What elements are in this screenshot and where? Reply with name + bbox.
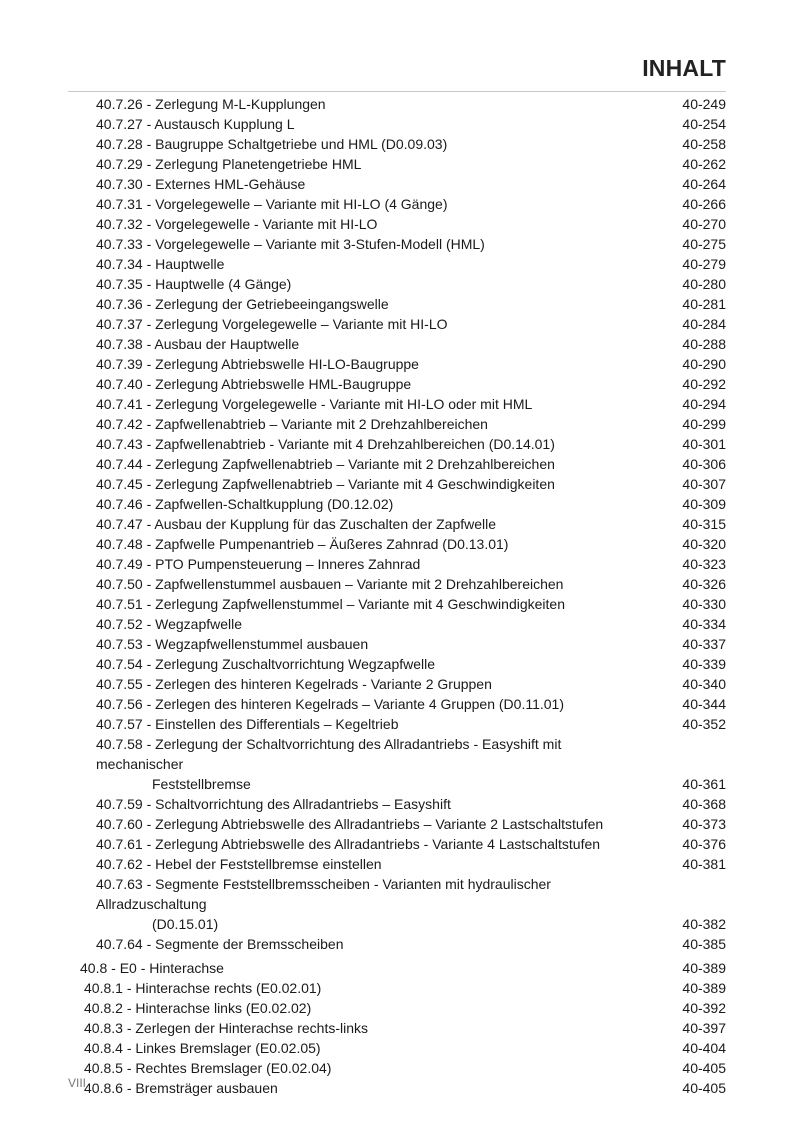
toc-entry-title [80,674,646,694]
toc-entry[interactable] [80,94,726,114]
toc-entry-title [80,414,646,434]
toc-entry-title-line: 40.7.52 - Wegzapfwelle [96,616,243,632]
toc-entry-title [80,314,646,334]
toc-entry-page: 40-382 [682,916,726,932]
toc-entry[interactable] [80,534,726,554]
toc-entry-page: 40-344 [682,696,726,712]
toc-entry[interactable] [80,414,726,434]
toc-entry-title-line: 40.7.58 - Zerlegung der Schaltvorrichtung des Allradantriebs - Easyshift mit mechanischer [96,736,562,772]
toc-entry-title-line: 40.7.57 - Einstellen des Differentials – Kegeltrieb [96,716,399,732]
toc-entry-page: 40-323 [682,556,726,572]
toc-entry-title-line: 40.7.60 - Zerlegung Abtriebswelle des Allradantriebs – Variante 2 Lastschaltstufen [96,816,604,832]
toc-entry[interactable] [80,574,726,594]
toc-entry-page: 40-340 [682,676,726,692]
toc-entry-page: 40-320 [682,536,726,552]
toc-entry-title-line: 40.7.31 - Vorgelegewelle – Variante mit HI-LO (4 Gänge) [96,196,448,212]
toc-entry-title-line: 40.7.40 - Zerlegung Abtriebswelle HML-Baugruppe [96,376,412,392]
toc-entry[interactable] [80,1018,726,1038]
toc-entry[interactable] [80,174,726,194]
toc-entry-page: 40-389 [682,980,726,996]
toc-entry-title [80,1058,646,1078]
toc-entry[interactable] [80,294,726,314]
toc-entry[interactable] [80,354,726,374]
toc-entry-page: 40-339 [682,656,726,672]
toc-entry-page: 40-284 [682,316,726,332]
toc-entry-title [80,554,646,574]
toc-entry[interactable] [80,634,726,654]
toc-entry-title-line: 40.7.35 - Hauptwelle (4 Gänge) [96,276,292,292]
toc-entry-title [80,814,646,834]
toc-entry-page: 40-404 [682,1040,726,1056]
toc-entry-page: 40-376 [682,836,726,852]
toc-entry-title [80,274,646,294]
toc-entry-title [80,958,646,978]
toc-entry-title [80,214,646,234]
toc-entry-title-line: 40.7.36 - Zerlegung der Getriebeeingangswelle [96,296,389,312]
toc-entry-title-line: 40.7.34 - Hauptwelle [96,256,225,272]
toc-entry[interactable] [80,494,726,514]
toc-entry-title-line: 40.7.43 - Zapfwellenabtrieb - Variante mit 4 Drehzahlbereichen (D0.14.01) [96,436,555,452]
toc-entry[interactable] [80,958,726,978]
toc-entry-title [80,834,646,854]
toc-entry-title-line: 40.7.39 - Zerlegung Abtriebswelle HI-LO-Baugruppe [96,356,419,372]
toc-entry-title-line: 40.8.1 - Hinterachse rechts (E0.02.01) [84,980,322,996]
toc-entry[interactable] [80,1038,726,1058]
toc-entry[interactable] [80,134,726,154]
toc-entry-title-line: 40.7.38 - Ausbau der Hauptwelle [96,336,300,352]
toc-entry-title [80,154,646,174]
toc-entry-page: 40-334 [682,616,726,632]
toc-entry-title [80,454,646,474]
toc-entry-title-line: 40.7.48 - Zapfwelle Pumpenantrieb – Äußeres Zahnrad (D0.13.01) [96,536,509,552]
toc-entry[interactable] [80,234,726,254]
toc-entry-page: 40-264 [682,176,726,192]
toc-entry-title [80,294,646,314]
toc-entry-title [80,114,646,134]
toc-entry-title [80,1018,646,1038]
toc-entry-title [80,194,646,214]
header-divider [68,91,726,92]
toc-entry-title [80,474,646,494]
toc-entry-title-line: 40.7.42 - Zapfwellenabtrieb – Variante mit 2 Drehzahlbereichen [96,416,488,432]
toc-entry-page: 40-368 [682,796,726,812]
toc-entry[interactable] [80,1058,726,1078]
toc-entry-title [80,998,646,1018]
toc-entry-title-line: 40.7.29 - Zerlegung Planetengetriebe HML [96,156,362,172]
toc-entry-title-line: 40.7.64 - Segmente der Bremsscheiben [96,936,344,952]
toc-entry-title [80,514,646,534]
toc-entry-title-line: 40.7.27 - Austausch Kupplung L [96,116,295,132]
toc-entry[interactable] [80,334,726,354]
toc-entry-page: 40-290 [682,356,726,372]
toc-entry-page: 40-294 [682,396,726,412]
toc-entry[interactable] [80,114,726,134]
toc-entry[interactable] [80,834,726,854]
toc-entry-title-line: 40.7.49 - PTO Pumpensteuerung – Inneres Zahnrad [96,556,421,572]
toc-entry-title-line: 40.7.41 - Zerlegung Vorgelegewelle - Variante mit HI-LO oder mit HML [96,396,533,412]
toc-entry[interactable] [80,434,726,454]
toc-entry-title-line: 40.7.45 - Zerlegung Zapfwellenabtrieb – Variante mit 4 Geschwindigkeiten [96,476,555,492]
toc-entry-title [80,434,646,454]
toc-entry-title-line: 40.7.50 - Zapfwellenstummel ausbauen – Variante mit 2 Drehzahlbereichen [96,576,564,592]
toc-entry-page: 40-258 [682,136,726,152]
toc-entry-title [80,374,646,394]
toc-entry-title [80,534,646,554]
toc-entry-title [80,574,646,594]
toc-entry-page: 40-397 [682,1020,726,1036]
toc-entry-page: 40-389 [682,960,726,976]
toc-entry-page: 40-288 [682,336,726,352]
toc-entry[interactable] [80,814,726,834]
toc-entry-page: 40-330 [682,596,726,612]
toc-entry[interactable] [80,614,726,634]
toc-entry-page: 40-301 [682,436,726,452]
toc-entry[interactable] [80,554,726,574]
toc-entry-page: 40-361 [682,776,726,792]
toc-entry[interactable] [80,734,726,794]
toc-entry-page: 40-352 [682,716,726,732]
toc-entry-title-line: 40.7.59 - Schaltvorrichtung des Allradantriebs – Easyshift [96,796,451,812]
toc-entry[interactable] [80,594,726,614]
toc-entry-page: 40-299 [682,416,726,432]
toc-entry[interactable] [80,694,726,714]
toc-entry-title-line: 40.7.28 - Baugruppe Schaltgetriebe und HML (D0.09.03) [96,136,448,152]
toc-entry-page: 40-306 [682,456,726,472]
toc-entry-title-line: 40.7.61 - Zerlegung Abtriebswelle des Allradantriebs - Variante 4 Lastschaltstufen [96,836,601,852]
toc-entry-title-line: 40.7.26 - Zerlegung M-L-Kupplungen [96,96,326,112]
toc-entry[interactable] [80,274,726,294]
toc-entry-title [80,134,646,154]
toc-entry[interactable] [80,394,726,414]
toc-entry-title [80,694,646,714]
toc-entry[interactable] [80,314,726,334]
toc-entry[interactable] [80,254,726,274]
page-title: INHALT [642,55,726,81]
toc-entry[interactable] [80,978,726,998]
toc-entry[interactable] [80,514,726,534]
toc-entry-title-line: 40.8.2 - Hinterachse links (E0.02.02) [84,1000,312,1016]
toc-entry-title [80,734,646,794]
toc-entry[interactable] [80,214,726,234]
toc-entry-title-line: 40.7.54 - Zerlegung Zuschaltvorrichtung Wegzapfwelle [96,656,436,672]
toc-entry-page: 40-326 [682,576,726,592]
toc-entry-page: 40-270 [682,216,726,232]
toc-entry-title-line: 40.8.5 - Rechtes Bremslager (E0.02.04) [84,1060,332,1076]
toc-entry-page: 40-254 [682,116,726,132]
toc-entry-page: 40-275 [682,236,726,252]
toc-entry-title-line: 40.7.56 - Zerlegen des hinteren Kegelrads – Variante 4 Gruppen (D0.11.01) [96,696,564,712]
toc-entry-title-line: 40.8 - E0 - Hinterachse [80,960,224,976]
toc-entry-page: 40-262 [682,156,726,172]
toc-entry-page: 40-315 [682,516,726,532]
toc-entry[interactable] [80,1078,726,1098]
toc-entry-title [80,234,646,254]
toc-entry-title [80,494,646,514]
toc-entry[interactable] [80,874,726,934]
toc-entry-title [80,934,646,954]
toc-entry[interactable] [80,854,726,874]
toc-entry-title-line: 40.7.44 - Zerlegung Zapfwellenabtrieb – Variante mit 2 Drehzahlbereichen [96,456,555,472]
toc-entry-title-line: 40.7.37 - Zerlegung Vorgelegewelle – Variante mit HI-LO [96,316,448,332]
toc-entry-page: 40-249 [682,96,726,112]
toc-entry-title-line: 40.7.47 - Ausbau der Kupplung für das Zuschalten der Zapfwelle [96,516,497,532]
toc-entry[interactable] [80,154,726,174]
toc-entry-title [80,334,646,354]
toc-entry[interactable] [80,454,726,474]
toc-entry-title [80,854,646,874]
toc-entry-title-line: 40.8.4 - Linkes Bremslager (E0.02.05) [84,1040,321,1056]
toc-entry-title [80,254,646,274]
toc-entry-title-line: 40.7.46 - Zapfwellen-Schaltkupplung (D0.12.02) [96,496,394,512]
toc-entry[interactable] [80,934,726,954]
toc-entry-page: 40-281 [682,296,726,312]
toc-entry-page: 40-385 [682,936,726,952]
toc-entry-title [80,354,646,374]
toc-entry-title-continuation: Feststellbremse [152,776,251,792]
toc-entry-page: 40-405 [682,1060,726,1076]
toc-entry[interactable] [80,998,726,1018]
toc-entry-title [80,634,646,654]
toc-entry-title [80,978,646,998]
toc-entry-title-line: 40.7.32 - Vorgelegewelle - Variante mit HI-LO [96,216,378,232]
toc-entry-page: 40-405 [682,1080,726,1096]
toc-entry-title-continuation: (D0.15.01) [152,916,219,932]
toc-entry-page: 40-373 [682,816,726,832]
toc-entry-page: 40-292 [682,376,726,392]
toc-entry-title-line: 40.7.63 - Segmente Feststellbremsscheiben - Varianten mit hydraulischer Allradzuschaltung [96,876,551,912]
toc-entry-page: 40-280 [682,276,726,292]
toc-entry-page: 40-381 [682,856,726,872]
toc-entry-title-line: 40.8.3 - Zerlegen der Hinterachse rechts-links [84,1020,369,1036]
toc-entry-page: 40-266 [682,196,726,212]
toc-entry[interactable] [80,714,726,734]
toc-entry-title-line: 40.7.30 - Externes HML-Gehäuse [96,176,306,192]
toc-entry[interactable] [80,654,726,674]
toc-entry-title [80,1038,646,1058]
toc-entry[interactable] [80,794,726,814]
toc-entry-page: 40-279 [682,256,726,272]
toc-entry-title-line: 40.7.53 - Wegzapfwellenstummel ausbauen [96,636,369,652]
toc-entry-title [80,874,646,934]
table-of-contents [80,94,726,1098]
toc-entry-title [80,794,646,814]
toc-entry[interactable] [80,474,726,494]
toc-entry[interactable] [80,674,726,694]
toc-entry-title [80,714,646,734]
footer-page-number: VIII [68,1076,87,1090]
toc-entry-title-line: 40.7.51 - Zerlegung Zapfwellenstummel – Variante mit 4 Geschwindigkeiten [96,596,565,612]
toc-entry-page: 40-307 [682,476,726,492]
toc-entry-title [80,1078,646,1098]
toc-entry-title [80,394,646,414]
toc-entry-title [80,654,646,674]
toc-entry-title-line: 40.7.33 - Vorgelegewelle – Variante mit 3-Stufen-Modell (HML) [96,236,485,252]
toc-entry-page: 40-309 [682,496,726,512]
toc-entry-title [80,594,646,614]
toc-entry-page: 40-337 [682,636,726,652]
toc-entry[interactable] [80,374,726,394]
toc-entry-title-line: 40.7.62 - Hebel der Feststellbremse einstellen [96,856,382,872]
toc-entry[interactable] [80,194,726,214]
toc-entry-title-line: 40.8.6 - Bremsträger ausbauen [84,1080,278,1096]
toc-entry-title [80,174,646,194]
toc-entry-title [80,94,646,114]
toc-entry-title-line: 40.7.55 - Zerlegen des hinteren Kegelrads - Variante 2 Gruppen [96,676,492,692]
toc-entry-title [80,614,646,634]
toc-entry-page: 40-392 [682,1000,726,1016]
